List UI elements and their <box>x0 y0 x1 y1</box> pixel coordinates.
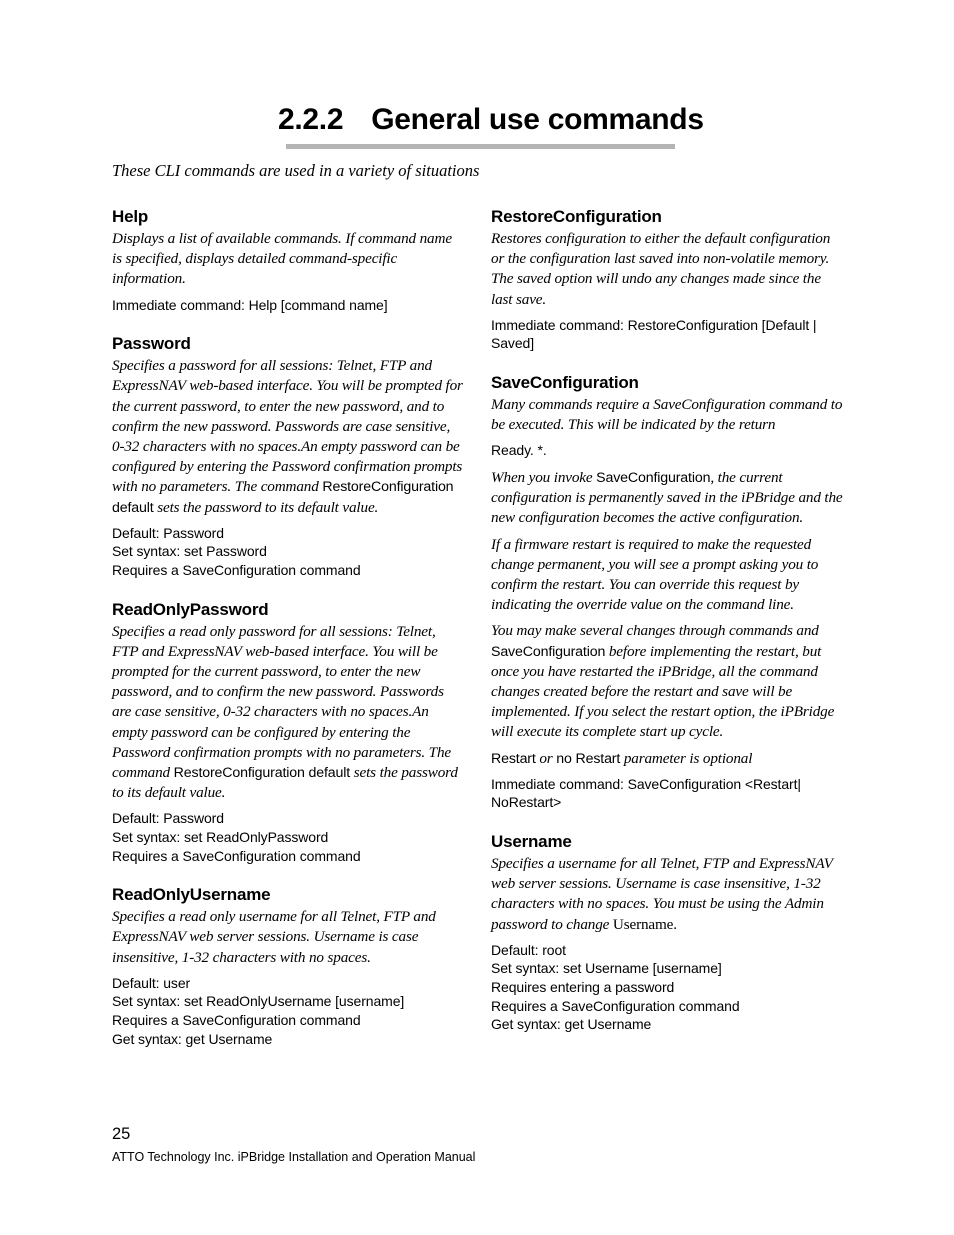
restore-configuration-description: Restores configuration to either the default configuration or the configuration last saved into non-volatile memory. The saved option will undo any changes made since the last save. <box>491 230 831 308</box>
restore-configuration-line-2: Saved] <box>491 335 534 352</box>
password-desc-command: RestoreConfiguration default <box>112 479 454 516</box>
section-heading-password: Password <box>112 334 191 354</box>
save-configuration-paragraph-1 <box>491 468 843 529</box>
section-heading-readonly-username: ReadOnlyUsername <box>112 885 271 905</box>
save-p3-part-2: before implementing the restart, but once you have restarted the iPBridge, all the command changes created before the restart and save will be implemented. If you select the restart option, the iPBridge will execute its complete start up cycle. <box>491 642 835 741</box>
section-number: 2.2.2 <box>278 103 344 136</box>
password-desc-part-1: Specifies a password for all sessions: Telnet, FTP and ExpressNAV web-based interface. You will be prompted for the current password, to enter the new password, and to confirm the new password. Passwords are case sensitive, 0-32 characters with no spaces.An empty password can be configured by entering the Password confirmation prompts with no parameters. The command <box>112 357 463 496</box>
save-p1-part-1: When you invoke <box>491 469 593 486</box>
readonly-username-line-4: Get syntax: get Username <box>112 1030 273 1047</box>
save-configuration-line-1: Immediate command: SaveConfiguration <Restart| <box>491 775 801 792</box>
section-password <box>112 332 464 579</box>
section-username <box>491 830 843 1034</box>
password-desc-part-2: sets the password to its default value. <box>157 498 379 516</box>
password-line-1: Default: Password <box>112 524 224 541</box>
readonly-password-line-1: Default: Password <box>112 810 224 827</box>
username-description <box>491 854 843 935</box>
save-p4-rest: parameter is optional <box>623 749 753 767</box>
username-line-5: Get syntax: get Username <box>491 1016 652 1033</box>
username-desc-word: Username. <box>612 915 677 933</box>
section-title: General use commands <box>371 103 704 136</box>
readonly-password-line-2: Set syntax: set ReadOnlyPassword <box>112 829 329 846</box>
section-restore-configuration <box>491 205 843 353</box>
restore-configuration-line-1: Immediate command: RestoreConfiguration [Default | <box>491 316 817 333</box>
section-heading-username: Username <box>491 832 572 852</box>
page-number: 25 <box>112 1125 131 1143</box>
section-help <box>112 205 464 314</box>
readonly-username-line-1: Default: user <box>112 974 191 991</box>
section-heading-restore-configuration: RestoreConfiguration <box>491 207 662 226</box>
help-line-1: Immediate command: Help [command name] <box>112 296 388 313</box>
readonly-password-desc-part-1: Specifies a read only password for all sessions: Telnet, FTP and ExpressNAV web-based interface. You will be prompted for the current password, to enter the new password, and to confirm the new password. Passwords are case sensitive, 0-32 characters with no spaces.An empty password can be configured by entering the Password confirmation prompts with no parameters. The command <box>112 622 451 782</box>
username-desc-part-1: Specifies a username for all Telnet, FTP and ExpressNAV web server sessions. Username is case insensitive, 1-32 characters with no spaces. You must be using the Admin password to change <box>491 855 833 933</box>
left-column <box>112 205 464 1066</box>
title-underline <box>286 144 675 149</box>
save-p1-part-2: , the current configuration is permanently saved in the iPBridge and the new configuration becomes the active configuration. <box>491 469 843 527</box>
readonly-username-description: Specifies a read only username for all Telnet, FTP and ExpressNAV web server sessions. Username is case insensitive, 1-32 characters with no spaces. <box>112 908 436 966</box>
readonly-username-line-3: Requires a SaveConfiguration command <box>112 1012 361 1029</box>
section-readonly-username <box>112 883 464 1048</box>
footer-text: ATTO Technology Inc. iPBridge Installation and Operation Manual <box>112 1150 476 1164</box>
readonly-password-line-3: Requires a SaveConfiguration command <box>112 847 361 864</box>
save-configuration-ready: Ready. *. <box>491 442 547 459</box>
readonly-password-desc-part-2: sets the password to its default value. <box>112 764 458 802</box>
password-description <box>112 356 464 518</box>
username-line-2: Set syntax: set Username [username] <box>491 960 722 977</box>
username-line-1: Default: root <box>491 941 566 958</box>
readonly-username-line-2: Set syntax: set ReadOnlyUsername [username] <box>112 993 405 1010</box>
save-p4-command-2: no Restart <box>556 750 621 767</box>
save-configuration-description: Many commands require a SaveConfiguration command to be executed. This will be indicated by the return <box>491 396 843 434</box>
password-line-3: Requires a SaveConfiguration command <box>112 562 361 579</box>
section-heading-help: Help <box>112 207 149 226</box>
save-configuration-paragraph-2: If a firmware restart is required to make the requested change permanent, you will see a prompt asking you to confirm the restart. You can override this request by indicating the override value on the command line. <box>491 535 819 614</box>
help-description: Displays a list of available commands. If command name is specified, displays detailed command-specific information. <box>112 230 452 288</box>
username-line-3: Requires entering a password <box>491 979 675 996</box>
readonly-password-desc-command: RestoreConfiguration default <box>173 765 351 782</box>
intro-text: These CLI commands are used in a variety of situations <box>112 161 480 180</box>
password-line-2: Set syntax: set Password <box>112 543 267 560</box>
save-p1-command: SaveConfiguration <box>596 470 711 486</box>
save-p4-or: or <box>539 749 553 767</box>
section-readonly-password <box>112 598 464 866</box>
save-configuration-paragraph-3 <box>491 621 843 742</box>
right-column <box>491 205 843 1052</box>
section-save-configuration <box>491 371 843 812</box>
save-configuration-paragraph-4 <box>491 749 843 769</box>
save-p3-part-1: You may make several changes through commands and <box>491 622 819 640</box>
page-title <box>278 100 704 140</box>
username-line-4: Requires a SaveConfiguration command <box>491 997 740 1014</box>
save-configuration-line-2: NoRestart> <box>491 794 562 811</box>
save-p3-command: SaveConfiguration <box>491 643 606 660</box>
section-heading-readonly-password: ReadOnlyPassword <box>112 599 269 619</box>
section-heading-save-configuration: SaveConfiguration <box>491 373 639 392</box>
readonly-password-description <box>112 622 464 804</box>
save-p4-command-1: Restart <box>491 750 536 767</box>
